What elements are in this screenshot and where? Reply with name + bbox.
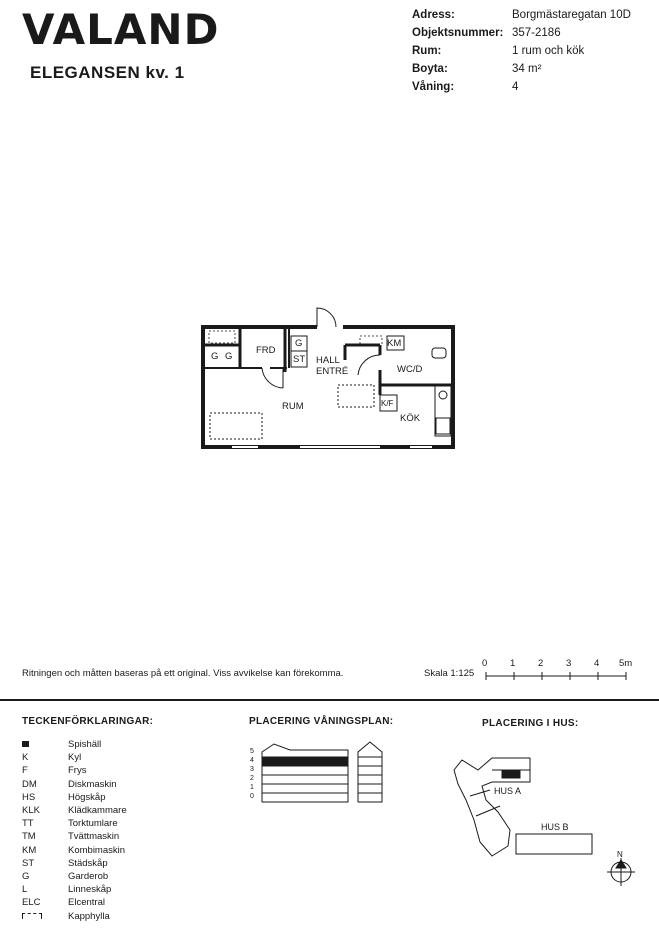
legend-item — [22, 817, 127, 830]
legend-title: TECKENFÖRKLARINGAR: — [22, 716, 154, 727]
legend-abbr: ELC — [22, 897, 41, 909]
legend-text: Garderob — [68, 870, 109, 882]
info-row-rooms — [412, 45, 631, 63]
legend-text: Kombimaskin — [68, 844, 126, 856]
floor-number: 3 — [250, 766, 254, 773]
legend-text: Högskåp — [68, 791, 106, 803]
north-arrow-icon — [607, 858, 635, 886]
legend-text: Frys — [68, 765, 87, 777]
info-row-floor — [412, 81, 631, 99]
info-value: 4 — [512, 81, 519, 93]
apartment-info — [412, 9, 631, 99]
legend-text: Linneskåp — [68, 884, 112, 896]
site-plan-diagram — [445, 740, 645, 890]
floor-number: 1 — [250, 784, 254, 791]
legend-item — [22, 764, 127, 777]
brand-logo: VALAND — [22, 5, 220, 54]
legend-item — [22, 830, 127, 843]
scale-tick: 0 — [482, 658, 488, 669]
closet-label-st: ST — [293, 354, 306, 365]
closet-label-g: G — [211, 351, 219, 362]
legend-abbr: F — [22, 765, 28, 777]
room-label-kok: KÖK — [400, 413, 421, 424]
legend-item — [22, 751, 127, 764]
closet-label-g: G — [225, 351, 233, 362]
floor-number: 5 — [250, 748, 254, 755]
scale-tick: 5m — [619, 658, 633, 669]
legend-item — [22, 857, 127, 870]
floor-placement-diagram — [258, 740, 388, 804]
info-label: Rum: — [412, 45, 442, 57]
legend-abbr: DM — [22, 778, 37, 790]
info-label: Våning: — [412, 81, 455, 93]
legend-text: Elcentral — [68, 897, 105, 909]
scale-bar — [480, 656, 640, 682]
legend-item — [22, 791, 127, 804]
legend-abbr: TT — [22, 818, 34, 830]
info-value: 1 rum och kök — [512, 45, 585, 57]
legend-text: Kyl — [68, 752, 82, 764]
info-value: 357-2186 — [512, 27, 561, 39]
scale-tick: 4 — [594, 658, 600, 669]
house-b-label: HUS B — [541, 822, 569, 832]
house-a-label: HUS A — [494, 786, 522, 796]
appliance-label-km: KM — [387, 338, 402, 349]
legend-item — [22, 870, 127, 883]
coat-rack-symbol-icon — [22, 911, 68, 922]
legend-text: Klädkammare — [68, 805, 127, 817]
legend-abbr: ST — [22, 857, 35, 869]
appliance-label-kf: K/F — [381, 399, 394, 408]
legend-item — [22, 909, 127, 922]
floor-numbers — [250, 747, 254, 801]
legend-text: Tvättmaskin — [68, 831, 120, 843]
scale-label: Skala 1:125 — [424, 668, 475, 679]
divider — [0, 699, 659, 701]
info-row-address — [412, 9, 631, 27]
info-value: Borgmästaregatan 10D — [512, 9, 631, 21]
scale-tick: 1 — [510, 658, 516, 669]
legend-text: Spishäll — [68, 739, 102, 751]
info-value: 34 m² — [512, 63, 542, 75]
closet-label-g: G — [295, 338, 303, 349]
legend-abbr: KLK — [22, 805, 40, 817]
legend-text: Städskåp — [68, 857, 108, 869]
scale-tick: 2 — [538, 658, 544, 669]
floor-number: 4 — [250, 757, 254, 764]
legend-abbr: TM — [22, 831, 36, 843]
info-label: Objektsnummer: — [412, 27, 504, 39]
floor-placement-title: PLACERING VÅNINGSPLAN: — [249, 716, 394, 727]
floor-number: 2 — [250, 775, 254, 782]
info-label: Boyta: — [412, 63, 448, 75]
legend-abbr: G — [22, 870, 30, 882]
scale-tick: 3 — [566, 658, 572, 669]
legend-abbr: HS — [22, 791, 36, 803]
stove-symbol-icon — [22, 739, 68, 750]
legend-text: Torktumlare — [68, 818, 118, 830]
room-label-frd: FRD — [256, 345, 276, 356]
info-label: Adress: — [412, 9, 455, 21]
disclaimer: Ritningen och måtten baseras på ett original. Viss avvikelse kan förekomma. — [22, 668, 344, 679]
legend-item — [22, 883, 127, 896]
room-label-hall: HALL — [316, 355, 340, 366]
legend-item — [22, 896, 127, 909]
info-row-object-number — [412, 27, 631, 45]
house-placement-title: PLACERING I HUS: — [482, 718, 579, 729]
legend-item — [22, 844, 127, 857]
info-row-living-area — [412, 63, 631, 81]
legend-abbr: K — [22, 752, 29, 764]
legend-text: Kapphylla — [68, 910, 110, 922]
floor-plan — [195, 300, 460, 455]
legend-list — [22, 738, 127, 923]
legend-item — [22, 738, 127, 751]
legend-abbr: KM — [22, 844, 37, 856]
project-title: ELEGANSEN kv. 1 — [30, 63, 185, 82]
room-label-rum: RUM — [282, 401, 304, 412]
legend-item — [22, 778, 127, 791]
legend-text: Diskmaskin — [68, 778, 117, 790]
room-label-entre: ENTRÉ — [316, 366, 349, 377]
legend-item — [22, 804, 127, 817]
floor-number: 0 — [250, 793, 254, 800]
legend-abbr: L — [22, 884, 28, 896]
room-label-wcd: WC/D — [397, 364, 423, 375]
north-label: N — [617, 850, 623, 859]
